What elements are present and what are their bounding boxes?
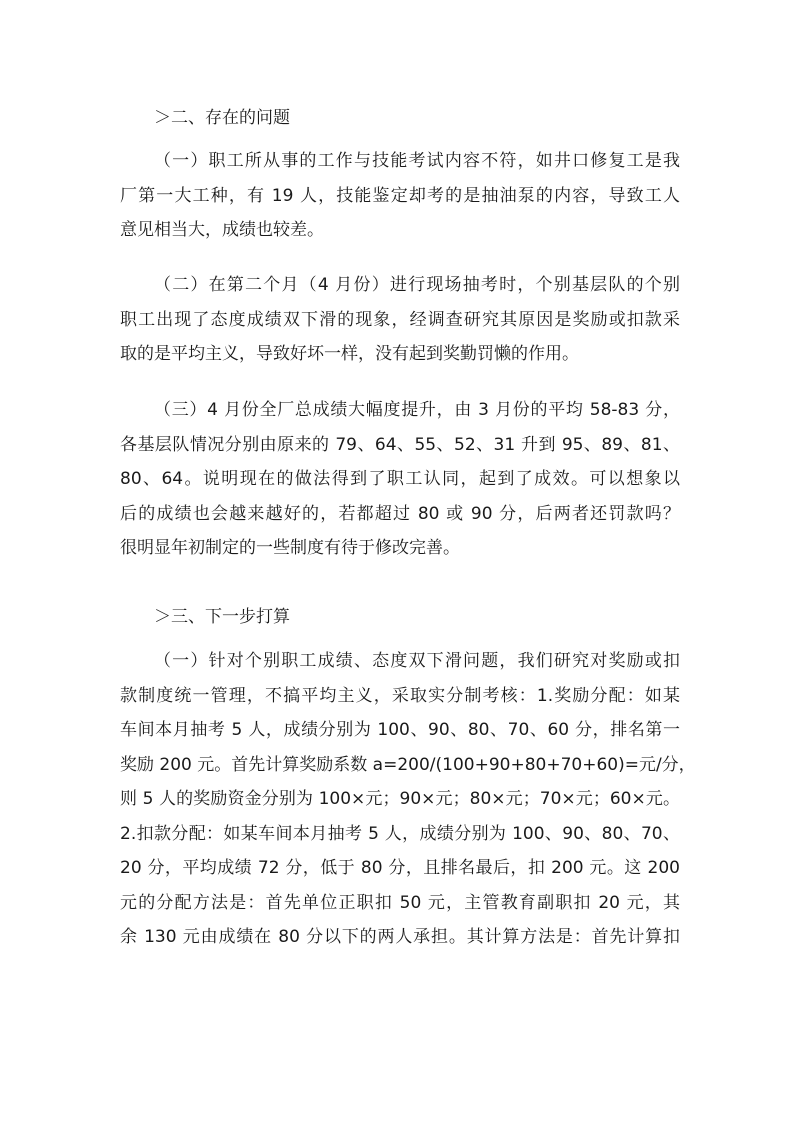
- paragraph-line: 元的分配方法是：首先单位正职扣 50 元，主管教育副职扣 20 元，其: [120, 892, 680, 913]
- paragraph-line: 很明显年初制定的一些制度有待于修改完善。: [120, 538, 460, 558]
- paragraph-line: （二）在第二个月（4 月份）进行现场抽考时，个别基层队的个别: [154, 275, 680, 295]
- heading-text: ＞三、下一步打算: [154, 607, 290, 627]
- paragraph-line: 厂第一大工种，有 19 人，技能鉴定却考的是抽油泵的内容，导致工人: [120, 185, 680, 206]
- paragraph-line: 20 分，平均成绩 72 分，低于 80 分，且排名最后，扣 200 元。这 200: [120, 858, 680, 878]
- paragraph-line: （一）职工所从事的工作与技能考试内容不符，如井口修复工是我: [154, 151, 680, 171]
- paragraph-line: （三）4 月份全厂总成绩大幅度提升，由 3 月份的平均 58-83 分，: [154, 400, 680, 420]
- paragraph-line: 后的成绩也会越来越好的，若都超过 80 或 90 分，后两者还罚款吗？: [120, 503, 680, 524]
- paragraph-line: 2.扣款分配：如某车间本月抽考 5 人，成绩分别为 100、90、80、70、: [120, 823, 680, 844]
- heading-text: ＞二、存在的问题: [154, 108, 290, 128]
- paragraph-plan-1: [120, 644, 696, 955]
- paragraph-line: 80、64。说明现在的做法得到了职工认同，起到了成效。可以想象以: [120, 469, 680, 489]
- paragraph-line: 奖励 200 元。首先计算奖励系数 a=200/(100+90+80+70+60)=元/分，: [120, 754, 696, 775]
- paragraph-problem-2: [120, 268, 680, 372]
- paragraph-line: （一）针对个别职工成绩、态度双下滑问题，我们研究对奖励或扣: [154, 651, 680, 671]
- paragraph-line: 车间本月抽考 5 人，成绩分别为 100、90、80、70、60 分，排名第一: [120, 720, 680, 740]
- paragraph-line: 取的是平均主义，导致好坏一样，没有起到奖勤罚懒的作用。: [120, 344, 579, 364]
- paragraph-problem-1: [120, 144, 680, 248]
- paragraph-line: 余 130 元由成绩在 80 分以下的两人承担。其计算方法是：首先计算扣: [120, 927, 680, 947]
- paragraph-line: 各基层队情况分别由原来的 79、64、55、52、31 升到 95、89、81、: [120, 434, 680, 455]
- paragraph-line: 职工出现了态度成绩双下滑的现象，经调查研究其原因是奖励或扣款采: [120, 309, 680, 330]
- paragraph-line: 意见相当大，成绩也较差。: [120, 220, 324, 240]
- paragraph-line: 则 5 人的奖励资金分别为 100×元；90×元；80×元；70×元；60×元。: [120, 789, 680, 809]
- paragraph-line: 款制度统一管理，不搞平均主义，采取实分制考核：1.奖励分配：如某: [120, 685, 680, 706]
- paragraph-problem-3: [120, 393, 680, 566]
- section-heading-next-steps: [120, 600, 680, 635]
- section-heading-problems: [120, 101, 680, 136]
